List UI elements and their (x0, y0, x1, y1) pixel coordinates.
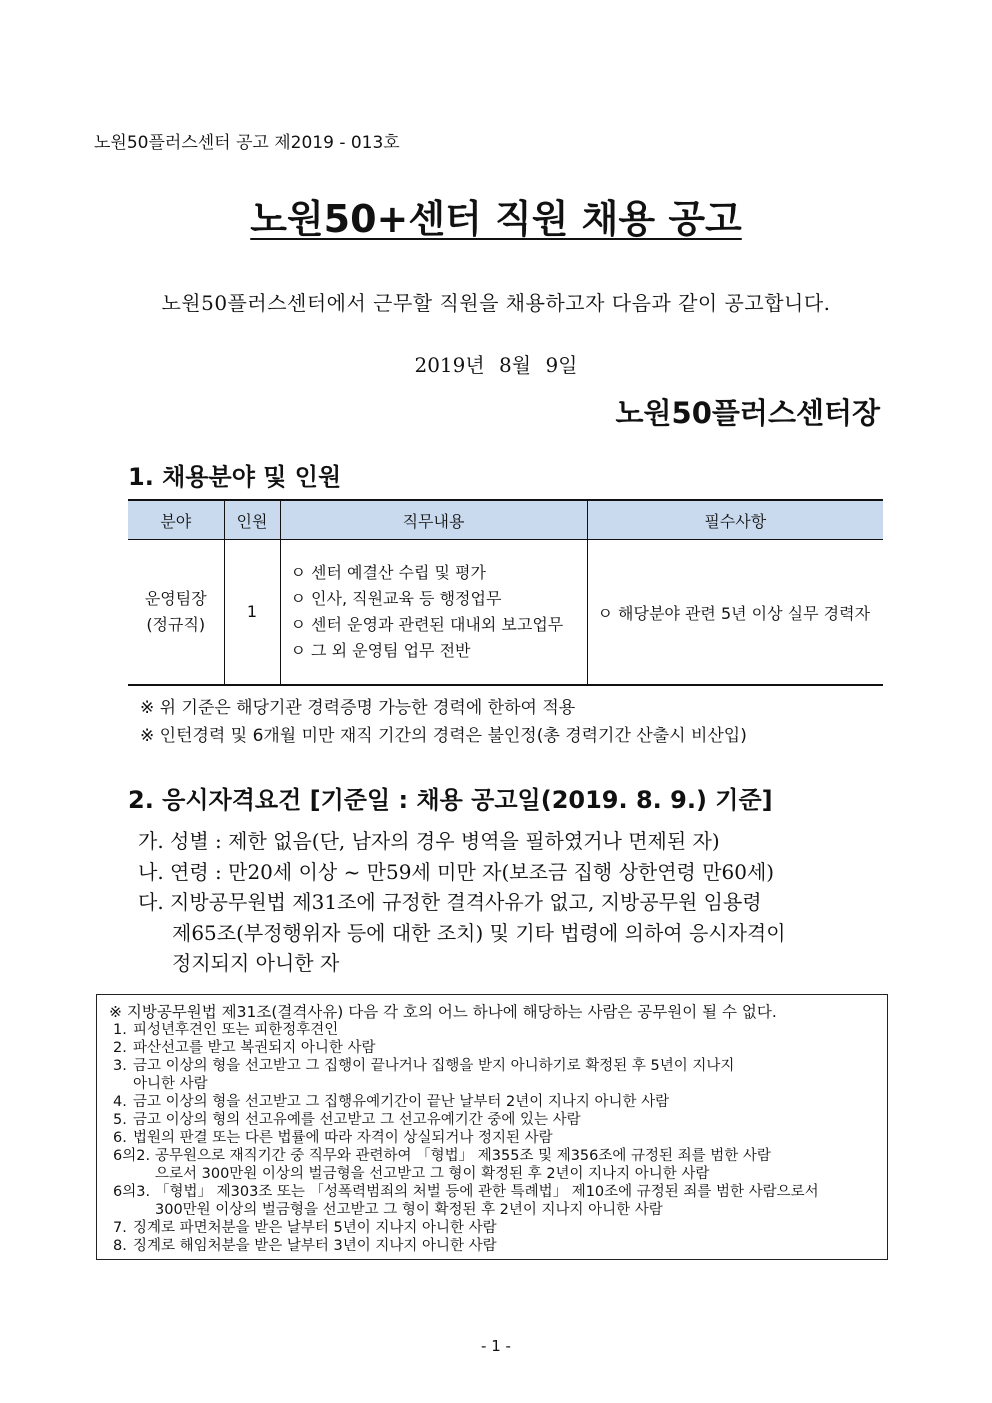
qualification-age: 나. 연령 : 만20세 이상 ~ 만59세 미만 자(보조금 집행 상한연령 만60세) (138, 859, 775, 884)
signer: 노원50플러스센터장 (615, 396, 880, 430)
item-number: 8. (113, 1238, 127, 1254)
field-title: 운영팀장 (144, 589, 207, 608)
page-title (0, 188, 992, 243)
item-text: 공무원으로 재직기간 중 직무와 관련하여 「형법」 제355조 및 제356조에 규정된 죄를 범한 사람 (155, 1148, 771, 1164)
list-item (113, 1111, 883, 1129)
qualification-gender: 가. 성별 : 제한 없음(단, 남자의 경우 병역을 필하였거나 면제된 자) (138, 829, 720, 853)
list-item (113, 1093, 883, 1111)
list-item (113, 1021, 883, 1039)
header-requirements: 필수사항 (587, 500, 883, 540)
page-title-text: 노원50+센터 직원 채용 공고 (250, 197, 742, 241)
notice-date: 2019년 8월 9일 (414, 353, 578, 377)
list-item (113, 1147, 883, 1183)
disqualification-list (113, 1021, 883, 1255)
item-number: 6의3. (113, 1184, 151, 1200)
list-item (113, 1129, 883, 1147)
table-header-row (128, 500, 883, 540)
requirement-item: ㅇ 해당분야 관련 5년 이상 실무 경력자 (597, 603, 871, 623)
list-item (113, 1039, 883, 1057)
section2-heading: 2. 응시자격요건 [기준일 : 채용 공고일(2019. 8. 9.) 기준] (128, 786, 773, 814)
item-number: 6의2. (113, 1148, 151, 1164)
duty-item: ㅇ 인사, 직원교육 등 행정업무 (290, 589, 502, 608)
item-text: 법원의 판결 또는 다른 법률에 따라 자격이 상실되거나 정지된 사람 (133, 1130, 553, 1146)
duty-item: ㅇ 센터 예결산 수립 및 평가 (290, 563, 486, 582)
list-item (113, 1219, 883, 1237)
item-text: 금고 이상의 형의 선고유예를 선고받고 그 선고유예기간 중에 있는 사람 (133, 1112, 581, 1128)
item-text: 으로서 300만원 이상의 벌금형을 선고받고 그 형이 확정된 후 2년이 지나지 아니한 사람 (155, 1166, 710, 1182)
item-number: 6. (113, 1130, 127, 1146)
qualification-law-line3: 정지되지 아니한 자 (172, 951, 340, 975)
disqualification-box (96, 994, 888, 1260)
header-field: 분야 (128, 500, 224, 540)
list-item (113, 1183, 883, 1219)
table-row (128, 540, 883, 686)
cell-count: 1 (224, 540, 280, 686)
item-number: 1. (113, 1022, 127, 1038)
cell-field (128, 540, 224, 686)
item-text: 징계로 파면처분을 받은 날부터 5년이 지나지 아니한 사람 (133, 1220, 497, 1236)
item-text: 아니한 사람 (133, 1076, 208, 1092)
item-text: 피성년후견인 또는 피한정후견인 (133, 1022, 339, 1038)
item-text: 파산선고를 받고 복권되지 아니한 사람 (133, 1040, 376, 1056)
item-number: 4. (113, 1094, 127, 1110)
duty-item: ㅇ 그 외 운영팀 업무 전반 (290, 641, 471, 660)
header-count: 인원 (224, 500, 280, 540)
item-number: 2. (113, 1040, 127, 1056)
qualification-law-line1: 다. 지방공무원법 제31조에 규정한 결격사유가 없고, 지방공무원 임용령 (138, 890, 762, 914)
table-notes (140, 694, 747, 750)
item-text: 「형법」 제303조 또는 「성폭력범죄의 처벌 등에 관한 특례법」 제10조에 규정된 죄를 범한 사람으로서 (155, 1184, 819, 1200)
item-number: 3. (113, 1058, 127, 1074)
note-item: ※ 위 기준은 해당기관 경력증명 가능한 경력에 한하여 적용 (140, 698, 576, 718)
notice-number: 노원50플러스센터 공고 제2019 - 013호 (94, 133, 400, 153)
field-type: (정규직) (146, 615, 206, 634)
cell-requirement (587, 540, 883, 686)
page-number: - 1 - (481, 1337, 511, 1355)
cell-duties (280, 540, 587, 686)
item-text: 금고 이상의 형을 선고받고 그 집행이 끝나거나 집행을 받지 아니하기로 확정된 후 5년이 지나지 (133, 1058, 735, 1074)
list-item (113, 1057, 883, 1093)
note-item: ※ 인턴경력 및 6개월 미만 재직 기간의 경력은 불인정(총 경력기간 산출시 비산입) (140, 726, 747, 746)
item-number: 7. (113, 1220, 127, 1236)
section1-heading: 1. 채용분야 및 인원 (128, 463, 342, 491)
list-item (113, 1237, 883, 1255)
duty-item: ㅇ 센터 운영과 관련된 대내외 보고업무 (290, 615, 564, 634)
item-text: 징계로 해임처분을 받은 날부터 3년이 지나지 아니한 사람 (133, 1238, 497, 1254)
qualification-law-line2: 제65조(부정행위자 등에 대한 조치) 및 기타 법령에 의하여 응시자격이 (172, 920, 786, 945)
qualification-list (138, 826, 786, 979)
item-text: 금고 이상의 형을 선고받고 그 집행유예기간이 끝난 날부터 2년이 지나지 아니한 사람 (133, 1094, 670, 1110)
recruitment-table (128, 499, 883, 686)
header-duties: 직무내용 (280, 500, 587, 540)
disqualification-title: ※ 지방공무원법 제31조(결격사유) 다음 각 호의 어느 하나에 해당하는 사람은 공무원이 될 수 없다. (109, 1003, 777, 1021)
item-text: 300만원 이상의 벌금형을 선고받고 그 형이 확정된 후 2년이 지나지 아니한 사람 (155, 1202, 663, 1218)
intro-text: 노원50플러스센터에서 근무할 직원을 채용하고자 다음과 같이 공고합니다. (161, 291, 831, 315)
item-number: 5. (113, 1112, 127, 1128)
